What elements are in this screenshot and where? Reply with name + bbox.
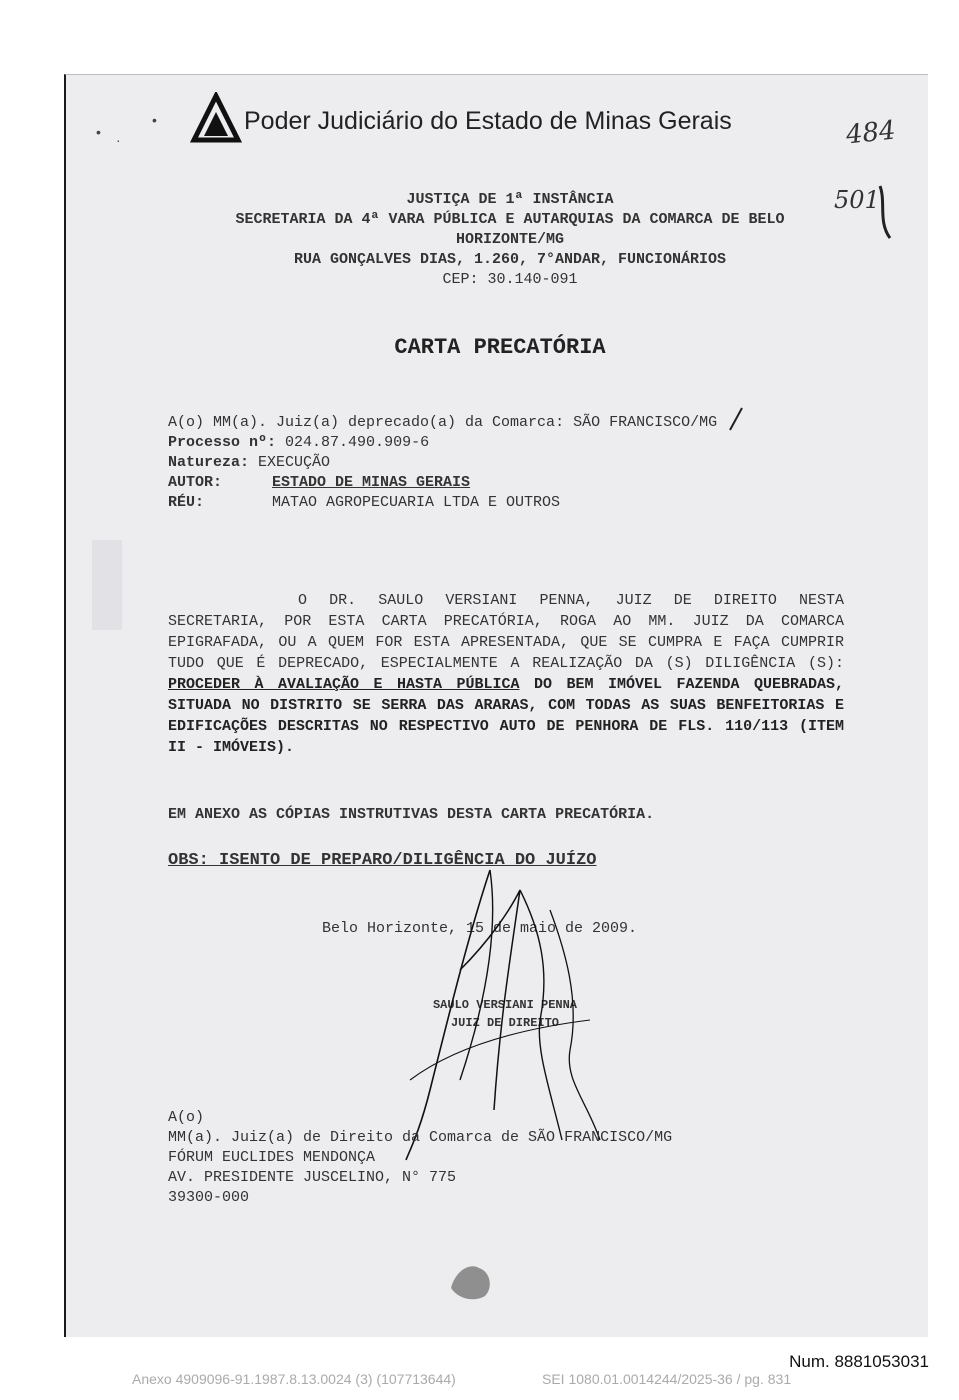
footer-document-number: Num. 8881053031: [789, 1352, 929, 1371]
check-stroke: [726, 406, 746, 432]
court-cep: CEP: 30.140-091: [442, 271, 578, 288]
recipient-line-2: MM(a). Juiz(a) de Direito da Comarca de SÃO FRANCISCO/MG: [168, 1129, 673, 1146]
natureza-value: EXECUÇÃO: [258, 454, 331, 471]
letterhead: [190, 92, 732, 144]
autor-row: [168, 473, 746, 493]
body-action-underlined: PROCEDER À AVALIAÇÃO E HASTA PÚBLICA: [168, 676, 520, 693]
body-intro: O DR. SAULO VERSIANI PENNA, JUIZ DE DIREITO NESTA SECRETARIA, POR ESTA CARTA PRECATÓRIA, ROGA AO MM. JUIZ DA COMARCA EPIGRAFADA, OU A QUEM FOR ESTA APRESENTADA, QUE SE CUMPRA E FAÇA CUMPRIR TUDO QUE É DEPRECADO, ESPECIALMENTE A REALIZAÇÃO DA (S) DILIGÊNCIA (S):: [168, 592, 844, 672]
body-action-rest: DO BEM IMÓVEL FAZENDA QUEBRADAS, SITUADA NO DISTRITO SE SERRA DAS ARARAS, COM TODAS AS SUAS BENFEITORIAS E EDIFICAÇÕES DESCRITAS NO RESPECTIVO AUTO DE PENHORA DE FLS. 110/113 (ITEM II - IMÓVEIS).: [168, 676, 844, 756]
court-secretariat: SECRETARIA DA 4ª VARA PÚBLICA E AUTARQUIAS DA COMARCA DE BELO: [235, 211, 785, 228]
recipient-line-5: 39300-000: [168, 1189, 250, 1206]
reu-value: MATAO AGROPECUARIA LTDA E OUTROS: [272, 494, 561, 511]
autor-value: ESTADO DE MINAS GERAIS: [272, 474, 471, 491]
recipient-address: [168, 1108, 672, 1208]
recipient-line-4: AV. PRESIDENTE JUSCELINO, N° 775: [168, 1169, 457, 1186]
addressee-text: A(o) MM(a). Juiz(a) deprecado(a) da Comarca: SÃO FRANCISCO/MG: [168, 414, 718, 431]
ink-stain: [445, 1258, 495, 1302]
footer-anexo-reference: Anexo 4909096-91.1987.8.13.0024 (3) (107713644): [132, 1371, 456, 1387]
handwritten-bracket: [872, 182, 902, 242]
processo-row: [168, 433, 746, 453]
request-body: [168, 590, 844, 758]
letterhead-org-name: Poder Judiciário do Estado de Minas Gerais: [244, 106, 732, 135]
court-address: RUA GONÇALVES DIAS, 1.260, 7°ANDAR, FUNCIONÁRIOS: [293, 251, 727, 268]
scan-smudge: [92, 540, 122, 630]
date-line: Belo Horizonte, 15 de maio de 2009.: [322, 920, 638, 937]
signer-role: JUIZ DE DIREITO: [450, 1016, 560, 1030]
court-header: [150, 190, 870, 290]
natureza-row: [168, 453, 746, 473]
annex-note: EM ANEXO AS CÓPIAS INSTRUTIVAS DESTA CARTA PRECATÓRIA.: [168, 806, 655, 823]
handwritten-page-number: 484: [844, 115, 898, 151]
recipient-line-1: A(o): [168, 1109, 205, 1126]
case-metadata: [168, 406, 746, 513]
speck-mark: ·: [116, 132, 121, 148]
speck-mark: •: [152, 112, 157, 128]
handwritten-folio: 501: [834, 186, 880, 214]
document-title: CARTA PRECATÓRIA: [394, 335, 606, 360]
obs-note: OBS: ISENTO DE PREPARO/DILIGÊNCIA DO JUÍZO: [168, 851, 597, 870]
footer-sei-reference: SEI 1080.01.0014244/2025-36 / pg. 831: [542, 1371, 792, 1387]
signer-name: SAULO VERSIANI PENNA: [432, 998, 578, 1012]
court-city: HORIZONTE/MG: [455, 231, 565, 248]
processo-label: Processo nº:: [168, 434, 277, 451]
speck-mark: •: [96, 124, 101, 140]
natureza-label: Natureza:: [168, 454, 250, 471]
addressee-line: [168, 406, 746, 433]
autor-label: AUTOR:: [168, 474, 223, 491]
judiciary-triangle-logo: [190, 92, 242, 144]
reu-label: RÉU:: [168, 494, 205, 511]
recipient-line-3: FÓRUM EUCLIDES MENDONÇA: [168, 1149, 376, 1166]
court-instance: JUSTIÇA DE 1ª INSTÂNCIA: [406, 191, 614, 208]
processo-value: 024.87.490.909-6: [285, 434, 430, 451]
reu-row: [168, 493, 746, 513]
